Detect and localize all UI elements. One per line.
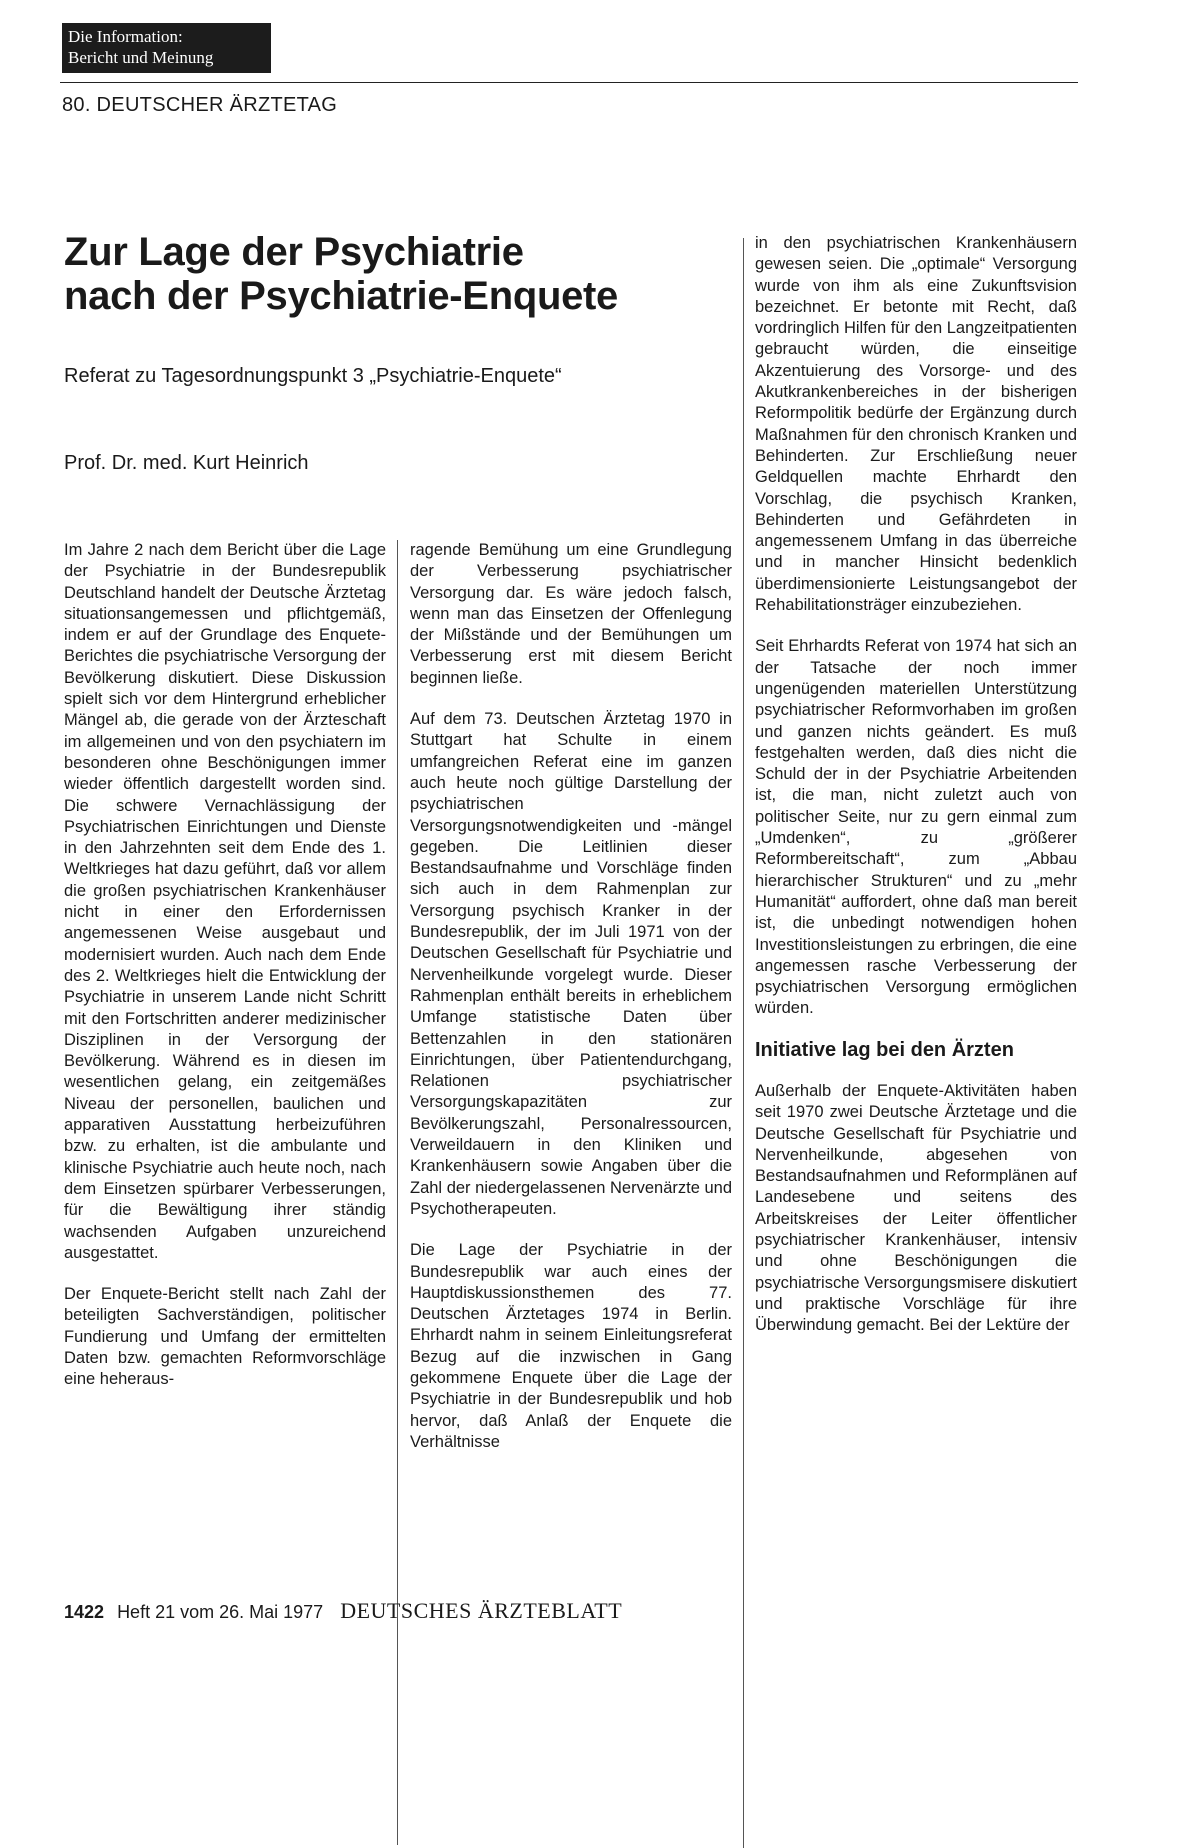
text-column-3 xyxy=(755,233,1077,1357)
page-number: 1422 xyxy=(64,1602,105,1622)
column-divider-2 xyxy=(743,238,744,1848)
kicker-line-2: Bericht und Meinung xyxy=(68,48,214,67)
paragraph-2: Der Enquete-Bericht stellt nach Zahl der beteiligten Sachverständigen, politischer Fundierung und Umfang der ermittelten Daten bzw. gemachten Reformvorschläge eine heheraus- xyxy=(64,1285,386,1389)
article-author: Prof. Dr. med. Kurt Heinrich xyxy=(64,452,309,474)
paragraph-5: Seit Ehrhardts Referat von 1974 hat sich an der Tatsache der noch immer ungenügenden materiellen Unterstützung psychiatrischer Reformvorhaben im großen und ganzen nichts geändert. Es muß festgehalten werden, daß dies nicht die Schuld der in der Psychiatrie Arbeitenden ist, die man, nicht zuletzt auch von politischer Seite, nur zu gern einmal zum „Umdenken“, zu „größerer Reformbereitschaft“, zum „Abbau hierarchischer Strukturen“ und zu „mehr Humanität“ auffordert, ohne daß man bereit ist, die unbedingt notwendigen hohen Investitionsleistungen zu erbringen, die eine angemessen rasche Verbesserung der psychiatrischen Versorgung ermöglichen würden. xyxy=(755,637,1077,1018)
text-column-2 xyxy=(410,540,732,1473)
page-footer xyxy=(64,1598,622,1624)
section-kicker xyxy=(62,23,271,73)
issue-info: Heft 21 vom 26. Mai 1977 xyxy=(117,1602,324,1622)
kicker-line-1: Die Information: xyxy=(68,27,183,46)
journal-name: DEUTSCHES ÄRZTEBLATT xyxy=(340,1598,623,1623)
paragraph-3: Auf dem 73. Deutschen Ärztetag 1970 in Stuttgart hat Schulte in einem umfangreichen Referat eine im ganzen auch heute noch gültige Darstellung der psychiatrischen Versorgungsnotwendigkeiten und -mängel gegeben. Die Leitlinien dieser Bestandsaufnahme und Vorschläge finden sich auch in dem Rahmenplan zur Versorgung psychisch Kranker in der Bundesrepublik, der im Juli 1971 von der Deutschen Gesellschaft für Psychiatrie und Nervenheilkunde vorgelegt wurde. Dieser Rahmenplan enthält bereits in erheblichem Umfange statistische Daten über Bettenzahlen in den stationären Einrichtungen, über Patientendurchgang, Relationen psychiatrischer Versorgungskapazitäten zur Bevölkerungszahl, Personalressourcen, Verweildauern in den Kliniken und Krankenhäusern sowie Angaben über die Zahl der niedergelassenen Nervenärzte und Psychotherapeuten. xyxy=(410,710,732,1218)
paragraph-4-continued: in den psychiatrischen Krankenhäusern gewesen seien. Die „optimale“ Versorgung wurde von ihm als eine Zukunftsvision bezeichnet. Er betonte mit Recht, daß vordringlich Hilfen für den Langzeitpatienten gebraucht würden, die einseitige Akzentuierung des Vorsorge- und des Akutkrankenbereiches in der bisherigen Reformpolitik bedürfe der Ergänzung durch Maßnahmen für den chronisch Kranken und Behinderten. Zur Erschließung neuer Geldquellen machte Ehrhardt den Vorschlag, die psychisch Kranken, Behinderten und Gefährdeten in angemessenem Umfang in das überreiche und in mancher Hinsicht bedenklich überdimensionierte Leistungsangebot der Rehabilitationsträger einzubeziehen. xyxy=(755,234,1077,615)
column-divider-1 xyxy=(397,540,398,1845)
paragraph-4: Die Lage der Psychiatrie in der Bundesrepublik war auch eines der Hauptdiskussionsthemen des 77. Deutschen Ärztetages 1974 in Berlin. Ehrhardt nahm in seinem Einleitungsreferat Bezug auf die inzwischen in Gang gekommene Enquete über die Lage der Psychiatrie in der Bundesrepublik und hob hervor, daß Anlaß der Enquete die Verhältnisse xyxy=(410,1241,732,1451)
article-title xyxy=(64,230,704,318)
article-subtitle: Referat zu Tagesordnungspunkt 3 „Psychiatrie-Enquete“ xyxy=(64,365,562,387)
paragraph-1: Im Jahre 2 nach dem Bericht über die Lage der Psychiatrie in der Bundesrepublik Deutschland handelt der Deutsche Ärztetag situationsangemessen und pflichtgemäß, indem er auf der Grundlage des Enquete-Berichtes die psychiatrische Versorgung der Bevölkerung diskutiert. Diese Diskussion spielt sich vor dem Hintergrund erheblicher Mängel ab, die gerade von der Ärzteschaft im allgemeinen und von den psychiatern im besonderen ohne Beschönigungen immer wieder öffentlich dargestellt worden sind. Die schwere Vernachlässigung der Psychiatrischen Einrichtungen und Dienste in den Jahrzehnten seit dem Ende des 1. Weltkrieges hat dazu geführt, daß vor allem die großen psychiatrischen Krankenhäuser nicht in einer den Erfordernissen angemessenen Weise ausgebaut und modernisiert wurden. Auch nach dem Ende des 2. Weltkrieges hielt die Entwicklung der Psychiatrie in unserem Lande nicht Schritt mit den Fortschritten anderer medizinischer Disziplinen in der Versorgung der Bevölkerung. Während es in diesen im wesentlichen gelang, ein zeitgemäßes Niveau der personellen, baulichen und apparativen Ausstattung herbeizuführen bzw. zu erhalten, ist die ambulante und klinische Psychiatrie auch heute noch, nach dem Einsetzen spürbarer Verbesserungen, für die Bewältigung ihrer ständig wachsenden Aufgaben unzureichend ausgestattet. xyxy=(64,541,386,1262)
header-rule xyxy=(60,82,1078,83)
text-column-1 xyxy=(64,540,386,1411)
section-label: 80. DEUTSCHER ÄRZTETAG xyxy=(62,94,338,116)
subheading: Initiative lag bei den Ärzten xyxy=(755,1038,1014,1061)
title-line-1: Zur Lage der Psychiatrie xyxy=(64,230,524,274)
title-line-2: nach der Psychiatrie-Enquete xyxy=(64,274,619,318)
paragraph-2-continued: ragende Bemühung um eine Grundlegung der Verbesserung psychiatrischer Versorgung dar. Es wäre jedoch falsch, wenn man das Einsetzen der Offenlegung der Mißstände und der Bemühungen um Verbesserung erst mit diesem Bericht beginnen ließe. xyxy=(410,541,732,687)
paragraph-6: Außerhalb der Enquete-Aktivitäten haben seit 1970 zwei Deutsche Ärztetage und die Deutsche Gesellschaft für Psychiatrie und Nervenheilkunde, abgesehen von Bestandsaufnahmen und Reformplänen auf Landesebene und seitens des Arbeitskreises der Leiter öffentlicher psychiatrischer Krankenhäuser, intensiv und ohne Beschönigungen die psychiatrische Versorgungsmisere diskutiert und praktische Vorschläge für ihre Überwindung gemacht. Bei der Lektüre der xyxy=(755,1081,1077,1335)
